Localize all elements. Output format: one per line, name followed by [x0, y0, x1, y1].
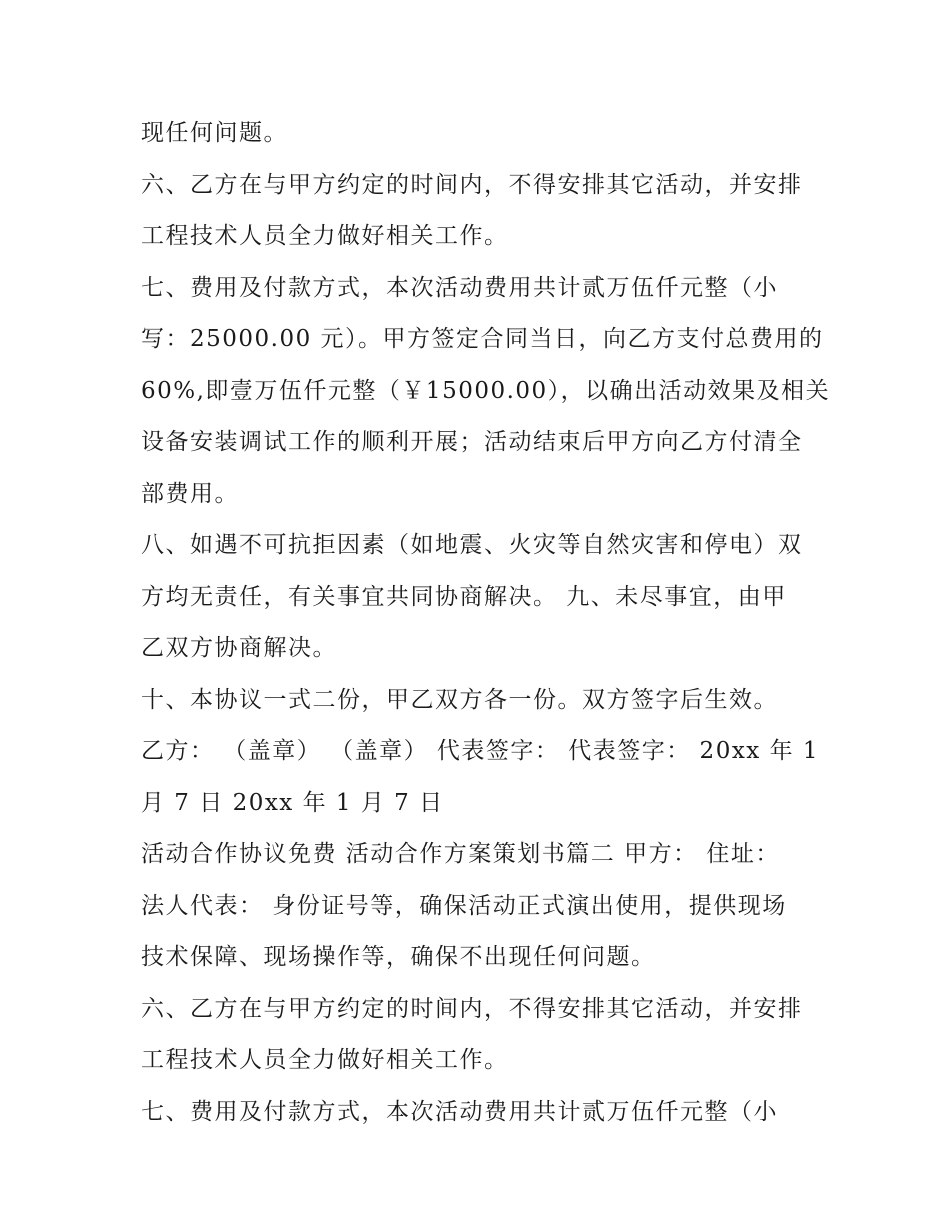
text-line: 七、费用及付款方式，本次活动费用共计贰万伍仟元整（小 [141, 1098, 778, 1125]
text-line: 七、费用及付款方式，本次活动费用共计贰万伍仟元整（小 [141, 274, 778, 301]
text-line: 八、如遇不可抗拒因素（如地震、火灾等自然灾害和停电）双 [141, 532, 803, 558]
text-line: 技术保障、现场操作等，确保不出现任何问题。 [141, 944, 656, 970]
document-body [141, 108, 831, 1138]
text-line: 设备安装调试工作的顺利开展；活动结束后甲方向乙方付清全 [141, 429, 803, 455]
text-line: 六、乙方在与甲方约定的时间内，不得安排其它活动，并安排 [141, 171, 803, 198]
text-line: 工程技术人员全力做好相关工作。 [141, 1047, 509, 1073]
text-line: 60%,即壹万伍仟元整（￥15000.00），以确出活动效果及相关 [141, 377, 831, 404]
text-line: 方均无责任，有关事宜共同协商解决。 九、未尽事宜，由甲 [141, 583, 787, 610]
text-line: 活动合作协议免费 活动合作方案策划书篇二 甲方： 住址： [141, 841, 780, 867]
text-line: 乙双方协商解决。 [141, 635, 337, 661]
text-line: 十、本协议一式二份，甲乙双方各一份。双方签字后生效。 [141, 686, 778, 713]
text-line: 写：25000.00 元）。甲方签定合同当日，向乙方支付总费用的 [141, 326, 824, 352]
text-line: 现任何问题。 [141, 120, 288, 146]
text-line: 部费用。 [141, 480, 239, 507]
text-line: 月 7 日 20xx 年 1 月 7 日 [141, 789, 444, 816]
text-line: 六、乙方在与甲方约定的时间内，不得安排其它活动，并安排 [141, 995, 803, 1022]
text-line: 乙方： （盖章） （盖章） 代表签字： 代表签字： 20xx 年 1 [141, 738, 820, 764]
text-line: 工程技术人员全力做好相关工作。 [141, 223, 509, 249]
text-line: 法人代表： 身份证号等，确保活动正式演出使用，提供现场 [141, 892, 787, 919]
